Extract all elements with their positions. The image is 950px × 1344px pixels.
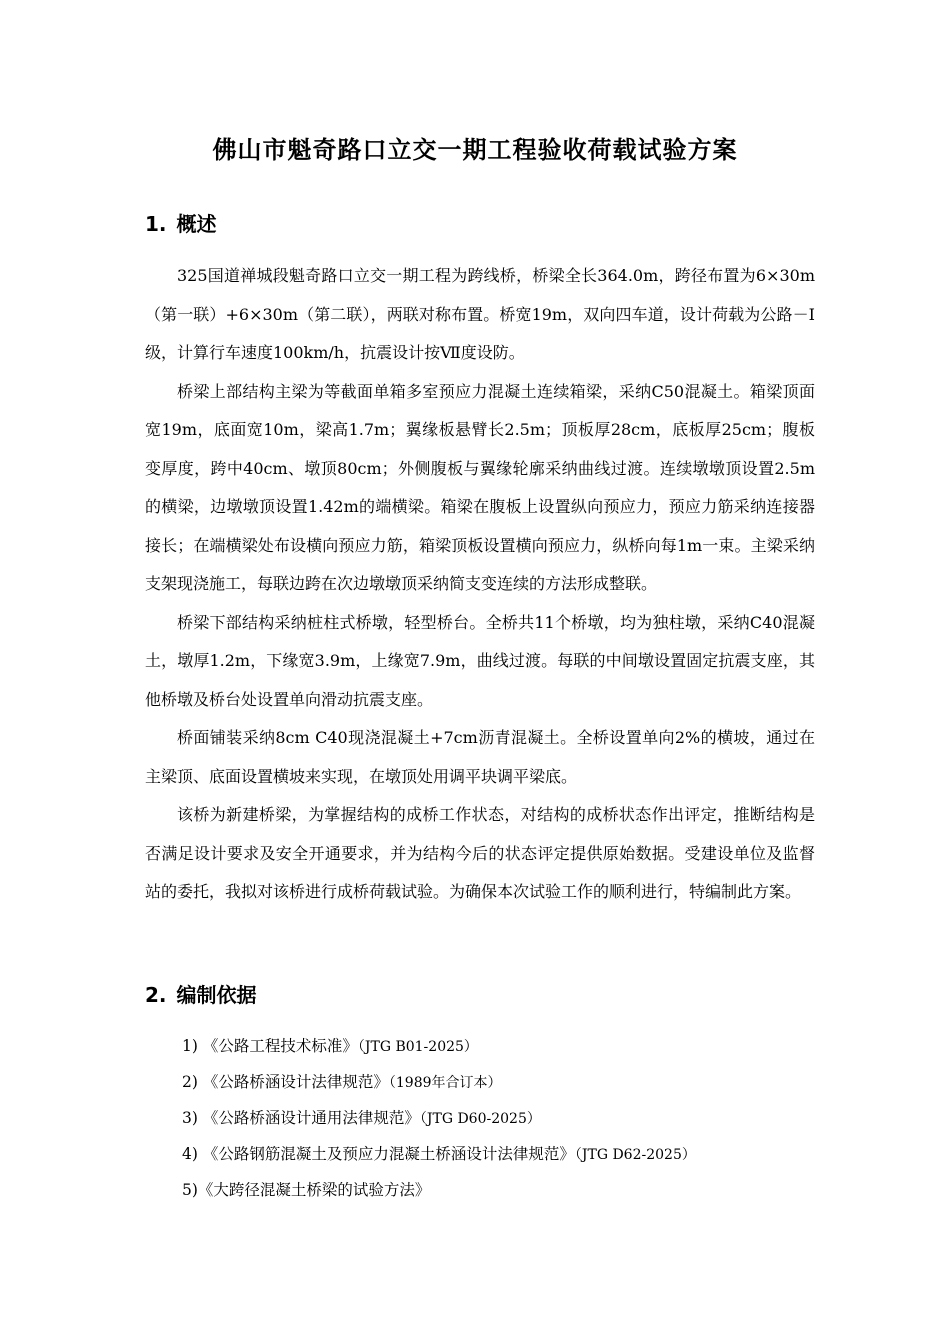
overview-body: [145, 257, 815, 912]
section-heading-overview: [145, 209, 217, 239]
paragraph-bridge-summary: 325国道禅城段魁奇路口立交一期工程为跨线桥，桥梁全长364.0m，跨径布置为6×30m（第一联）+6×30m（第二联），两联对称布置。桥宽19m，双向四车道，设计荷载为公路－Ⅰ级，计算行车速度100km/h，抗震设计按Ⅶ度设防。: [145, 266, 815, 362]
section-number: 2.: [145, 983, 167, 1007]
paragraph-deck-pavement: 桥面铺装采纳8cm C40现浇混凝土+7cm沥青混凝土。全桥设置单向2%的横坡，通过在主梁顶、底面设置横坡来实现，在墩顶处用调平块调平梁底。: [145, 728, 815, 786]
reference-name: 《公路钢筋混凝土及预应力混凝土桥涵设计法律规范》: [202, 1145, 575, 1163]
paragraph-test-purpose: 该桥为新建桥梁，为掌握结构的成桥工作状态，对结构的成桥状态作出评定，推断结构是否满足设计要求及安全开通要求，并为结构今后的状态评定提供原始数据。受建设单位及监督站的委托，我拟对该桥进行成桥荷载试验。为确保本次试验工作的顺利进行，特编制此方案。: [145, 805, 815, 901]
reference-item: [182, 1065, 822, 1101]
reference-name: 《公路工程技术标准》: [202, 1037, 358, 1055]
reference-index: 4): [182, 1145, 198, 1163]
document-title: 佛山市魁奇路口立交一期工程验收荷载试验方案: [212, 135, 738, 164]
section-title: 概述: [176, 212, 217, 236]
reference-list: [182, 1029, 822, 1209]
reference-index: 5): [182, 1181, 198, 1199]
reference-item: [182, 1029, 822, 1065]
paragraph-substructure: 桥梁下部结构采纳桩柱式桥墩，轻型桥台。全桥共11个桥墩，均为独柱墩，采纳C40混凝土，墩厚1.2m，下缘宽3.9m，上缘宽7.9m，曲线过渡。每联的中间墩设置固定抗震支座，其他桥墩及桥台处设置单向滑动抗震支座。: [145, 612, 815, 709]
reference-name: 《公路桥涵设计法律规范》: [202, 1073, 389, 1091]
reference-code: （JTG D62-2025）: [574, 1147, 696, 1163]
reference-name: 《公路桥涵设计通用法律规范》: [202, 1109, 420, 1127]
reference-name: 《大跨径混凝土桥梁的试验方法》: [197, 1181, 431, 1199]
paragraph-superstructure: 桥梁上部结构主梁为等截面单箱多室预应力混凝土连续箱梁，采纳C50混凝土。箱梁顶面宽19m，底面宽10m，梁高1.7m；翼缘板悬臂长2.5m；顶板厚28cm，底板厚25cm；腹板变厚度，跨中40cm、墩顶80cm；外侧腹板与翼缘轮廓采纳曲线过渡。连续墩墩顶设置2.5m的横梁，边墩墩顶设置1.42m的端横梁。箱梁在腹板上设置纵向预应力，预应力筋采纳连接器接长；在端横梁处布设横向预应力筋，箱梁顶板设置横向预应力，纵桥向每1m一束。主梁采纳支架现浇施工，每联边跨在次边墩墩顶采纳简支变连续的方法形成整联。: [145, 381, 815, 593]
reference-code: （JTG B01-2025）: [357, 1039, 478, 1055]
reference-item: [182, 1101, 822, 1137]
reference-item: [182, 1173, 822, 1209]
reference-item: [182, 1137, 822, 1173]
reference-index: 2): [182, 1073, 198, 1091]
section-number: 1.: [145, 212, 167, 236]
section-title: 编制依据: [176, 983, 257, 1007]
reference-index: 3): [182, 1109, 198, 1127]
section-heading-basis: [145, 980, 257, 1010]
reference-code: （JTG D60-2025）: [419, 1111, 541, 1127]
reference-index: 1): [182, 1037, 198, 1055]
reference-code: （1989年合订本）: [388, 1075, 502, 1091]
